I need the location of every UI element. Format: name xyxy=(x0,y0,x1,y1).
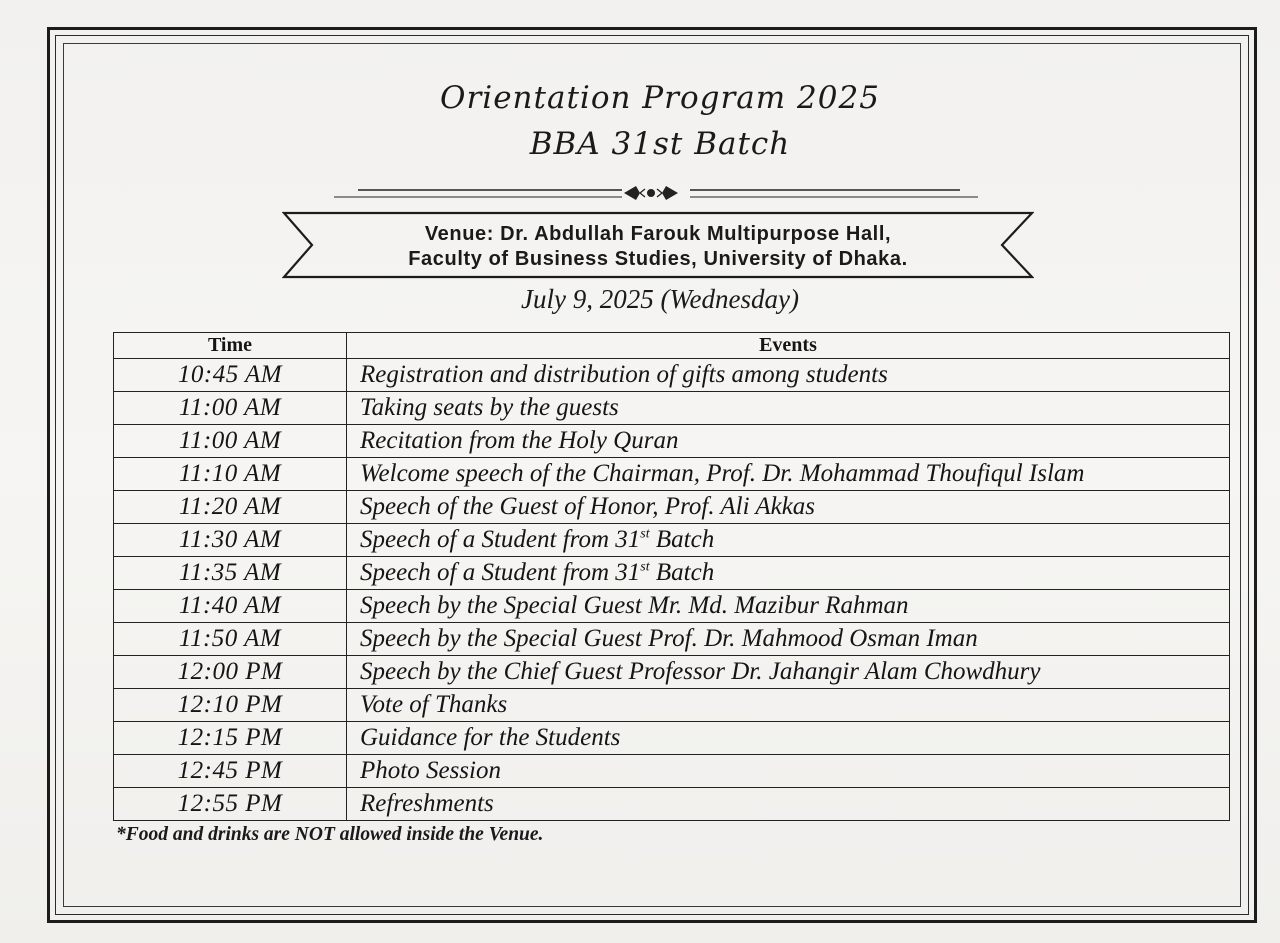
table-row xyxy=(114,359,1230,392)
event-text: Speech of a Student from 31 xyxy=(360,559,641,586)
divider-ornament-icon xyxy=(0,170,1280,210)
ordinal-suffix: st xyxy=(640,526,650,542)
time-header: Time xyxy=(114,333,347,359)
time-cell: 12:15 PM xyxy=(114,722,347,755)
event-cell: Recitation from the Holy Quran xyxy=(347,425,1230,458)
time-cell: 11:40 AM xyxy=(114,590,347,623)
event-cell xyxy=(347,557,1230,590)
time-cell: 12:55 PM xyxy=(114,788,347,821)
event-date: July 9, 2025 (Wednesday) xyxy=(521,284,799,314)
table-row xyxy=(114,458,1230,491)
event-cell: Vote of Thanks xyxy=(347,689,1230,722)
event-cell: Speech by the Special Guest Prof. Dr. Mahmood Osman Iman xyxy=(347,623,1230,656)
table-row xyxy=(114,788,1230,821)
table-row xyxy=(114,524,1230,557)
event-cell: Guidance for the Students xyxy=(347,722,1230,755)
time-cell: 11:35 AM xyxy=(114,557,347,590)
ordinal-suffix: st xyxy=(640,559,650,575)
time-cell: 11:00 AM xyxy=(114,425,347,458)
time-cell: 12:45 PM xyxy=(114,755,347,788)
time-cell: 11:20 AM xyxy=(114,491,347,524)
event-cell: Registration and distribution of gifts among students xyxy=(347,359,1230,392)
event-cell xyxy=(347,524,1230,557)
time-cell: 11:00 AM xyxy=(114,392,347,425)
table-row xyxy=(114,689,1230,722)
program-title: Orientation Program 2025 xyxy=(440,80,880,116)
batch-title: BBA 31st Batch xyxy=(529,126,791,162)
event-cell: Refreshments xyxy=(347,788,1230,821)
event-text-end: Batch xyxy=(649,559,715,586)
table-row xyxy=(114,623,1230,656)
event-cell: Speech by the Chief Guest Professor Dr. Jahangir Alam Chowdhury xyxy=(347,656,1230,689)
event-cell: Speech by the Special Guest Mr. Md. Mazibur Rahman xyxy=(347,590,1230,623)
event-text: Speech of a Student from 31 xyxy=(360,526,641,553)
event-cell: Photo Session xyxy=(347,755,1230,788)
event-cell: Welcome speech of the Chairman, Prof. Dr. Mohammad Thoufiqul Islam xyxy=(347,458,1230,491)
event-cell: Speech of the Guest of Honor, Prof. Ali Akkas xyxy=(347,491,1230,524)
table-row xyxy=(114,557,1230,590)
event-cell: Taking seats by the guests xyxy=(347,392,1230,425)
venue-line-1: Venue: Dr. Abdullah Farouk Multipurpose Hall, xyxy=(424,223,892,245)
events-header: Events xyxy=(347,333,1230,359)
table-row xyxy=(114,392,1230,425)
time-cell: 11:30 AM xyxy=(114,524,347,557)
footnote: *Food and drinks are NOT allowed inside the Venue. xyxy=(116,824,544,845)
table-row xyxy=(114,425,1230,458)
time-cell: 11:10 AM xyxy=(114,458,347,491)
schedule-table xyxy=(113,332,1230,821)
time-cell: 11:50 AM xyxy=(114,623,347,656)
time-cell: 12:00 PM xyxy=(114,656,347,689)
table-row xyxy=(114,755,1230,788)
venue-text xyxy=(300,222,1016,272)
table-row xyxy=(114,491,1230,524)
table-row xyxy=(114,656,1230,689)
table-row xyxy=(114,590,1230,623)
event-text-end: Batch xyxy=(649,526,715,553)
table-header-row xyxy=(114,333,1230,359)
table-row xyxy=(114,722,1230,755)
time-cell: 12:10 PM xyxy=(114,689,347,722)
venue-line-2: Faculty of Business Studies, University of Dhaka. xyxy=(408,248,908,270)
time-cell: 10:45 AM xyxy=(114,359,347,392)
